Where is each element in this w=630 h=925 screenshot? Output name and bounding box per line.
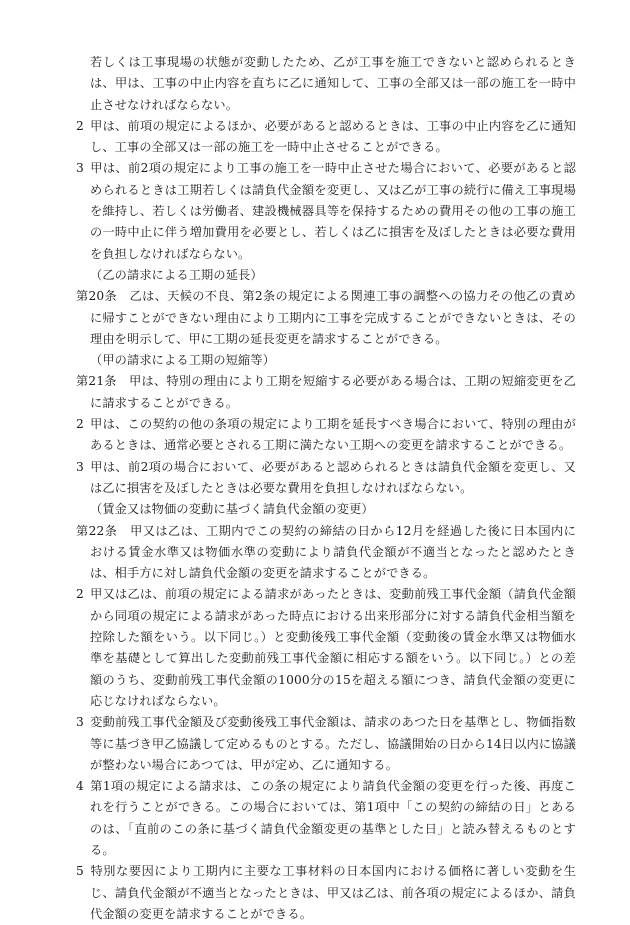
clause-number: 3	[76, 161, 84, 176]
paragraph-continuation: 若しくは工事現場の状態が変動したため、乙が工事を施工できないと認められるときは、甲は、工事の中止内容を直ちに乙に通知して、工事の全部又は一部の施工を一時中止させなければならない。	[90, 55, 576, 112]
clause-number: 2	[76, 118, 84, 133]
clause-item	[76, 584, 576, 712]
article-number: 第20条	[76, 289, 118, 304]
clause-text: 特別な要因により工期内に主要な工事材料の日本国内における価格に著しい変動を生じ、請負代金額が不適当となったときは、甲又は乙は、前各項の規定によるほか、請負代金額の変更を請求することができる。	[90, 864, 576, 921]
clause-item	[76, 116, 576, 159]
article-heading: （甲の請求による工期の短縮等）	[90, 353, 276, 368]
clause-item	[76, 457, 576, 500]
article-heading: （乙の請求による工期の延長）	[90, 267, 263, 282]
clause-text: 変動前残工事代金額及び変動後残工事代金額は、請求のあつた日を基準とし、物価指数等に基づき甲乙協議して定めるものとする。ただし、協議開始の日から14日以内に協議が整わない場合にあつては、甲が定め、乙に通知する。	[90, 715, 576, 772]
article-text: 甲又は乙は、工期内でこの契約の締結の日から12月を経過した後に日本国内における賃金水準又は物価水準の変動により請負代金額が不適当となったと認めたときは、相手方に対し請負代金額の変更を請求することができる。	[90, 523, 576, 581]
clause-text: 第1項の規定による請求は、この条の規定により請負代金額の変更を行った後、再度これを行うことができる。この場合においては、第1項中「この契約の締結の日」とあるのは、「直前のこの条に基づく請負代金額変更の基準とした日」と読み替えるものとする。	[90, 779, 576, 857]
clause-item	[76, 861, 576, 925]
article-number: 第21条	[76, 374, 117, 389]
article-text: 甲は、特別の理由により工期を短縮する必要がある場合は、工期の短縮変更を乙に請求することができる。	[90, 374, 576, 410]
clause-number: 2	[76, 587, 84, 602]
clause-number: 2	[76, 417, 84, 432]
clause-item	[76, 776, 576, 861]
article	[76, 371, 576, 414]
clause-number: 4	[76, 779, 84, 794]
article	[76, 286, 576, 350]
article-number: 第22条	[76, 523, 118, 538]
clause-text: 甲又は乙は、前項の規定による請求があったときは、変動前残工事代金額（請負代金額から同項の規定による請求があった時点における出来形部分に対する請負代金相当額を控除した額をいう。以下同じ。）と変動後残工事代金額（変動後の賃金水準又は物価水準を基礎として算出した変動前残工事代金額に相応する額をいう。以下同じ。）との差額のうち、変動前残工事代金額の1000分の15を超える額につき、請負代金額の変更に応じなければならない。	[90, 587, 576, 708]
clause-item	[76, 414, 576, 457]
article	[76, 521, 576, 585]
article-heading: （賃金又は物価の変動に基づく請負代金額の変更）	[90, 502, 374, 517]
clause-text: 甲は、前項の規定によるほか、必要があると認めるときは、工事の中止内容を乙に通知し、工事の全部又は一部の施工を一時中止させることができる。	[90, 118, 576, 155]
article-text: 乙は、天候の不良、第2条の規定による関連工事の調整への協力その他乙の責めに帰すことができない理由により工期内に工事を完成することができないときは、その理由を明示して、甲に工期の延長変更を請求することができる。	[90, 289, 576, 346]
clause-number: 5	[76, 864, 84, 879]
clause-item	[76, 158, 576, 264]
clause-text: 甲は、前2項の規定により工事の施工を一時中止させた場合において、必要があると認められるときは工期若しくは請負代金額を変更し、又は乙が工事の続行に備え工事現場を維持し、若しくは労働者、建設機械器具等を保持するための費用その他の工事の施工の一時中止に伴う増加費用を必要とし、若しくは乙に損害を及ぼしたときは必要な費用を負担しなければならない。	[90, 161, 576, 261]
clause-number: 3	[76, 715, 84, 730]
clause-number: 3	[76, 459, 84, 474]
clause-text: 甲は、この契約の他の条項の規定により工期を延長すべき場合において、特別の理由があるときは、通常必要とされる工期に満たない工期への変更を請求することができる。	[90, 417, 576, 453]
clause-text: 甲は、前2項の場合において、必要があると認められるときは請負代金額を変更し、又は乙に損害を及ぼしたときは必要な費用を負担しなければならない。	[90, 459, 576, 495]
clause-item	[76, 712, 576, 776]
document-page	[76, 52, 576, 925]
